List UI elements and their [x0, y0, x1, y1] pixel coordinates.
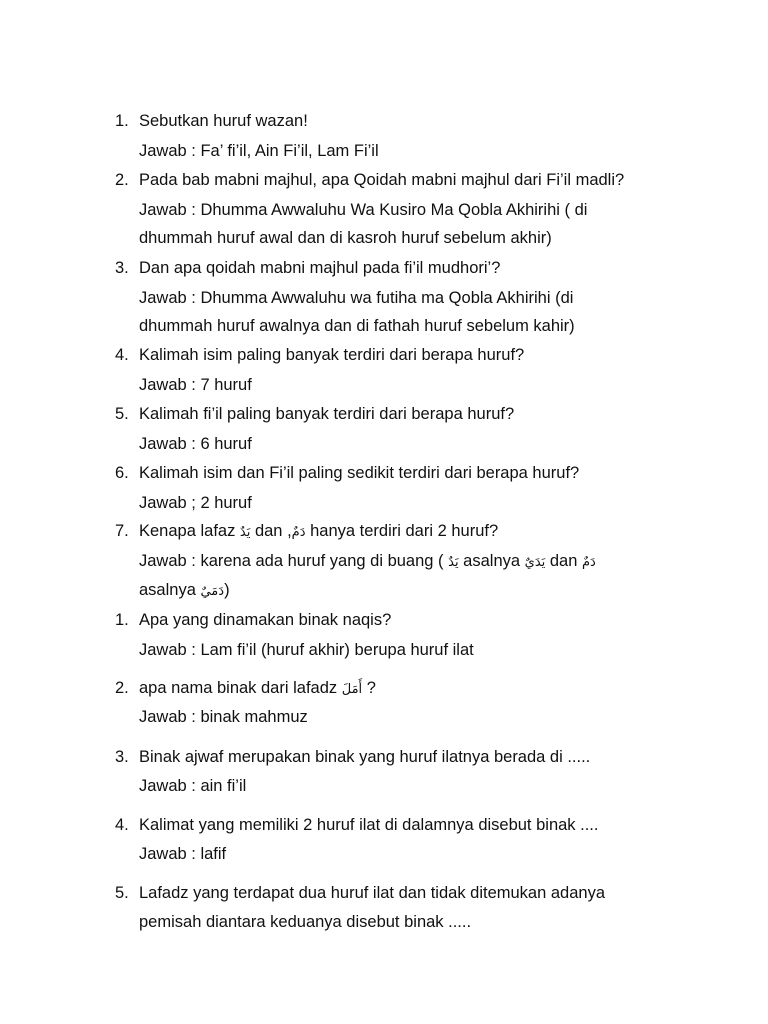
- item-number: 2.: [115, 171, 129, 189]
- question-text: Kalimah isim dan Fi’il paling sedikit terdiri dari berapa huruf?: [139, 464, 580, 482]
- answer-text-continued: dhummah huruf awalnya dan di fathah huruf sebelum kahir): [139, 317, 575, 335]
- item-number: 1.: [115, 611, 129, 629]
- answer-text-continued: dhummah huruf awal dan di kasroh huruf sebelum akhir): [139, 229, 552, 247]
- item-number: 6.: [115, 464, 129, 482]
- question-text: apa nama binak dari lafadz أَمَلَ ?: [139, 679, 376, 697]
- item-number: 2.: [115, 679, 129, 697]
- question-text: Kenapa lafaz يَدٌ dan ,دَمٌ hanya terdiri dari 2 huruf?: [139, 522, 499, 540]
- arabic-word: دَمٌ: [291, 525, 306, 540]
- answer-text: Jawab : Dhumma Awwaluhu Wa Kusiro Ma Qobla Akhirihi ( di: [139, 201, 588, 219]
- question-text: Kalimah fi’il paling banyak terdiri dari berapa huruf?: [139, 405, 515, 423]
- arabic-word: يَدَيٌ: [524, 555, 546, 570]
- arabic-word: دَمٌ: [581, 555, 596, 570]
- answer-text: Jawab : Dhumma Awwaluhu wa futiha ma Qobla Akhirihi (di: [139, 289, 574, 307]
- arabic-word: يَدٌ: [448, 555, 459, 570]
- item-number: 7.: [115, 522, 129, 540]
- answer-text: Jawab : ain fi’il: [139, 777, 247, 795]
- answer-text: Jawab : binak mahmuz: [139, 708, 308, 726]
- arabic-word: يَدٌ: [239, 525, 251, 540]
- arabic-word: دَمَيٌ: [200, 584, 225, 599]
- answer-text: Jawab : karena ada huruf yang di buang ( يَدٌ asalnya يَدَيٌ dan دَمٌ: [139, 552, 596, 570]
- item-number: 5.: [115, 884, 129, 902]
- question-text: Lafadz yang terdapat dua huruf ilat dan tidak ditemukan adanya: [139, 884, 605, 902]
- item-number: 4.: [115, 346, 129, 364]
- item-number: 3.: [115, 259, 129, 277]
- question-text: Kalimat yang memiliki 2 huruf ilat di dalamnya disebut binak ....: [139, 816, 599, 834]
- item-number: 4.: [115, 816, 129, 834]
- answer-text: Jawab : 6 huruf: [139, 435, 252, 453]
- answer-text: Jawab ; 2 huruf: [139, 494, 252, 512]
- answer-text: Jawab : 7 huruf: [139, 376, 252, 394]
- question-text: Pada bab mabni majhul, apa Qoidah mabni majhul dari Fi’il madli?: [139, 171, 625, 189]
- question-text: Kalimah isim paling banyak terdiri dari berapa huruf?: [139, 346, 525, 364]
- question-text: Dan apa qoidah mabni majhul pada fi’il mudhori’?: [139, 259, 501, 277]
- answer-text: Jawab : Lam fi’il (huruf akhir) berupa huruf ilat: [139, 641, 474, 659]
- question-text-continued: pemisah diantara keduanya disebut binak .....: [139, 913, 472, 931]
- answer-text: Jawab : lafif: [139, 845, 227, 863]
- arabic-word: أَمَلَ: [341, 682, 363, 697]
- item-number: 5.: [115, 405, 129, 423]
- question-text: Apa yang dinamakan binak naqis?: [139, 611, 392, 629]
- question-text: Sebutkan huruf wazan!: [139, 112, 308, 130]
- answer-text-continued: asalnya دَمَيٌ): [139, 581, 230, 599]
- question-text: Binak ajwaf merupakan binak yang huruf ilatnya berada di .....: [139, 748, 591, 766]
- item-number: 1.: [115, 112, 129, 130]
- item-number: 3.: [115, 748, 129, 766]
- answer-text: Jawab : Fa’ fi’il, Ain Fi’il, Lam Fi’il: [139, 142, 379, 160]
